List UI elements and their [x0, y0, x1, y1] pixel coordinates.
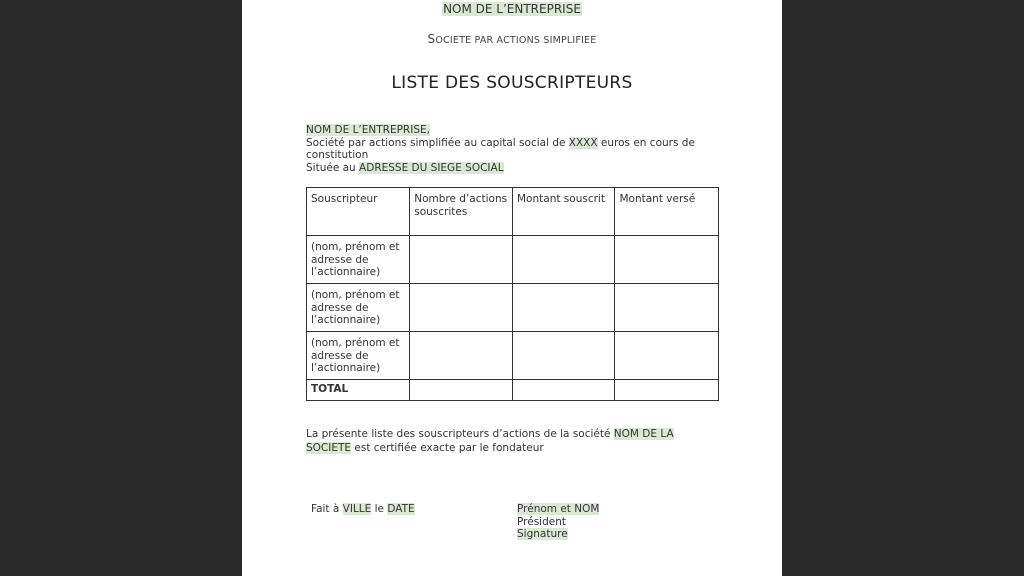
- table-row: [307, 284, 719, 332]
- table-total-row: [307, 380, 719, 401]
- total-shares: [410, 380, 513, 401]
- signatory-role: Président: [517, 515, 566, 528]
- place-and-date: [311, 503, 415, 515]
- intro-address: ADRESSE DU SIEGE SOCIAL: [359, 161, 504, 174]
- header-montant-souscrit: Montant souscrit: [513, 188, 615, 236]
- header-nombre-actions: Nombre d’actions souscrites: [410, 188, 513, 236]
- le-label: le: [371, 503, 388, 515]
- intro-capital-prefix: Société par actions simplifiée au capital social de: [306, 136, 569, 149]
- intro-capital-suffix: euros en cours de constitution: [306, 136, 695, 161]
- table-row: [307, 332, 719, 380]
- intro-capital-amount: XXXX: [568, 136, 598, 149]
- intro-company-name: NOM DE L’ENTREPRISE,: [306, 124, 430, 136]
- document-title: LISTE DES SOUSCRIPTEURS: [391, 73, 633, 93]
- header-company-name: [242, 2, 782, 17]
- intro-address-prefix: Située au: [306, 161, 360, 174]
- header-souscripteur: Souscripteur: [307, 188, 410, 236]
- cell-subscriber: (nom, prénom et adresse de l’actionnaire): [307, 332, 410, 380]
- company-intro: [306, 124, 706, 174]
- header-montant-verse: Montant versé: [615, 188, 719, 236]
- cell-shares: [410, 284, 513, 332]
- statement-prefix: La présente liste des souscripteurs d’actions de la société: [306, 428, 614, 440]
- cell-shares: [410, 332, 513, 380]
- total-paid: [615, 380, 719, 401]
- cell-paid: [615, 284, 719, 332]
- signatory-block: [517, 503, 599, 541]
- cell-paid: [615, 236, 719, 284]
- legal-form-rest: OCIETE PAR ACTIONS SIMPLIFIEE: [435, 35, 597, 46]
- fait-a-label: Fait à: [311, 503, 343, 515]
- cell-shares: [410, 236, 513, 284]
- legal-form: [242, 32, 782, 46]
- total-subscribed: [513, 380, 615, 401]
- header-company-name-text: NOM DE L’ENTREPRISE: [443, 2, 581, 16]
- signature-placeholder: Signature: [517, 528, 568, 540]
- cell-subscriber: (nom, prénom et adresse de l’actionnaire): [307, 284, 410, 332]
- cell-subscribed: [513, 332, 615, 380]
- certification-statement: [306, 427, 686, 455]
- total-label: TOTAL: [307, 380, 410, 401]
- intro-capital-line: [306, 137, 706, 162]
- cell-paid: [615, 332, 719, 380]
- table-header-row: [307, 188, 719, 236]
- legal-form-initial: S: [427, 32, 436, 46]
- signatory-name: Prénom et NOM: [517, 503, 600, 515]
- table-row: [307, 236, 719, 284]
- statement-company-name: NOM DE LA SOCIETE: [306, 428, 674, 454]
- cell-subscribed: [513, 284, 615, 332]
- statement-suffix: est certifiée exacte par le fondateur: [351, 442, 544, 454]
- city-placeholder: VILLE: [342, 503, 372, 515]
- intro-address-line: [306, 162, 706, 175]
- subscribers-table: [306, 187, 719, 401]
- date-placeholder: DATE: [387, 503, 415, 515]
- cell-subscriber: (nom, prénom et adresse de l’actionnaire): [307, 236, 410, 284]
- cell-subscribed: [513, 236, 615, 284]
- document-page: [242, 0, 782, 576]
